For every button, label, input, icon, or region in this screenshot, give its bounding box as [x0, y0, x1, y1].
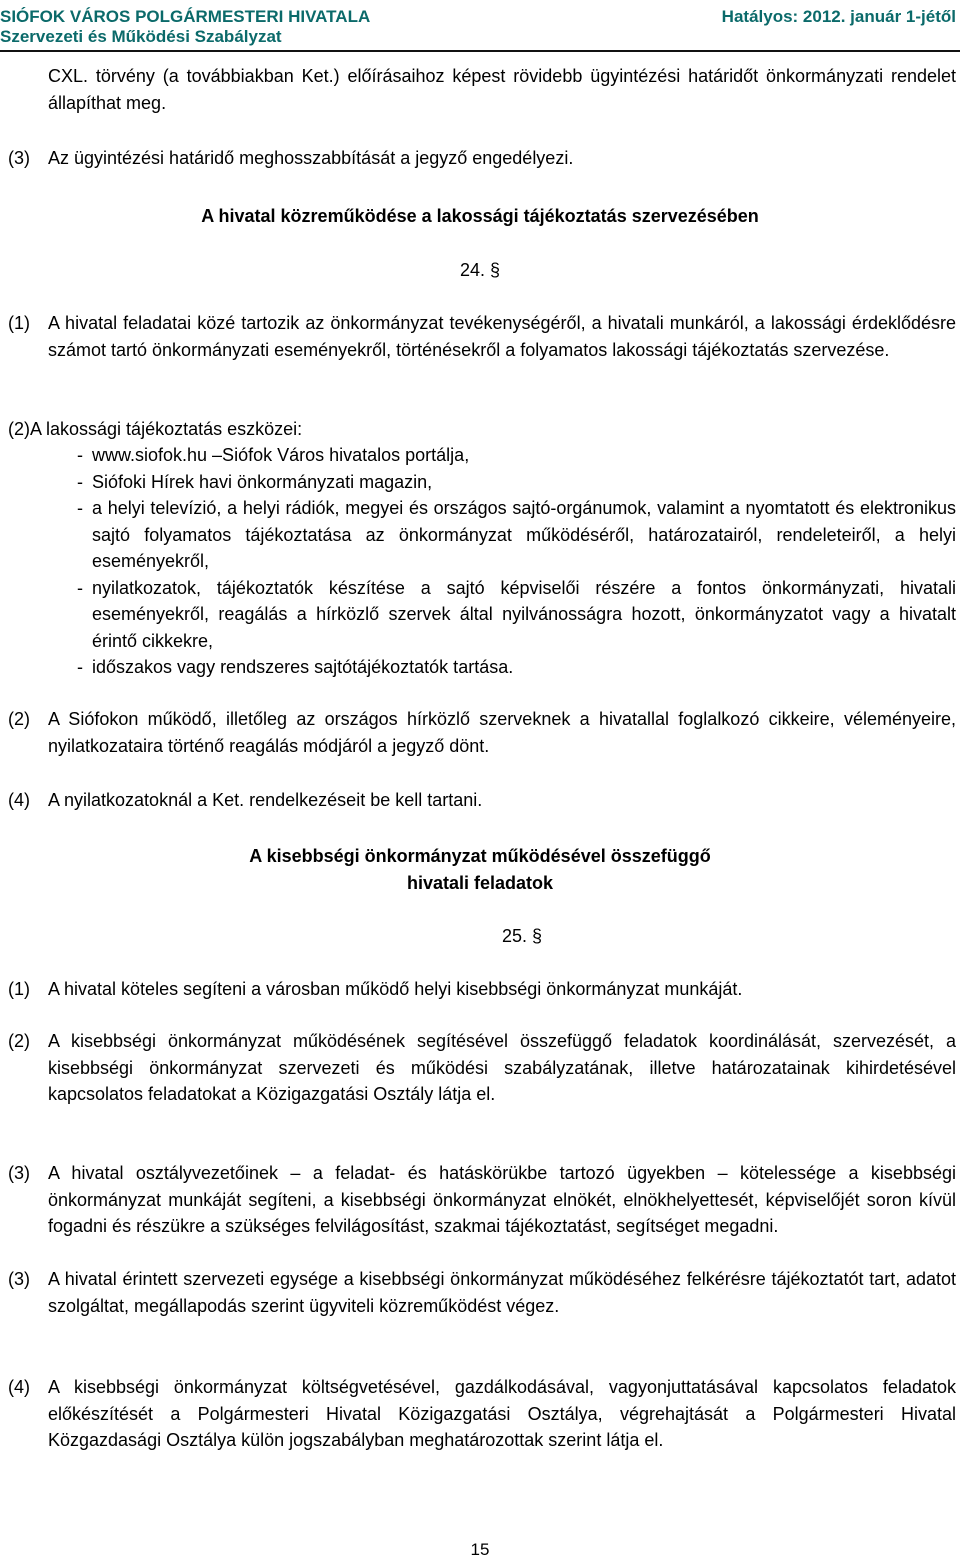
header-effective-date: Hatályos: 2012. január 1-jétől [721, 7, 956, 26]
section-24-paragraph-2-intro: (2)A lakossági tájékoztatás eszközei: [8, 419, 303, 439]
paragraph-text: A hivatal osztályvezetőinek – a feladat- és hatáskörükbe tartozó ügyekben – kötelessége a kisebbségi önkormányzat munkáját segíteni, a kisebbségi önkormányzat elnökét, elnökhelyettesét, képviselőjét soron kívül fogadni és részükre a szükséges felvilágosítást, szakmai tájékoztatást, segítséget megadni. [48, 1163, 956, 1236]
list-item: - nyilatkozatok, tájékoztatók készítése a sajtó képviselői részére a fontos önkormányzati, hivatali eseményekről, reagálás a hírközlő szervek által nyilvánosságra hozott, önkormányzatot vagy a hivatalt érintő cikkekre, [77, 577, 956, 651]
header-org-name: SIÓFOK VÁROS POLGÁRMESTERI HIVATALA [0, 7, 371, 26]
paragraph-text: A kisebbségi önkormányzat költségvetésével, gazdálkodásával, vagyonjuttatásával kapcsolatos feladatok előkészítését a Polgármesteri Hivatal Közigazgatási Osztálya, végrehajtását a Polgármesteri Hivatal Közgazdasági Osztálya külön jogszabályban meghatározottak szerint látja el. [48, 1377, 956, 1450]
paragraph-number: (4) [8, 790, 30, 810]
tools-list [77, 442, 956, 681]
paragraph-number: (1) [8, 313, 30, 333]
list-item: - Siófoki Hírek havi önkormányzati magazin, [77, 471, 433, 492]
section-25-paragraph-4 [8, 1374, 956, 1454]
section-24-number: 24. § [459, 260, 501, 280]
paragraph-number: (1) [8, 979, 30, 999]
list-item: - a helyi televízió, a helyi rádiók, megyei és országos sajtó-orgánumok, valamint a nyomtatott és elektronikus sajtó folyamatos tájékoztatása az önkormányzat működéséről, határozatairól, rendeleteiről, a helyi eseményekről, [77, 498, 956, 571]
paragraph-number: (2) [8, 1031, 30, 1051]
paragraph-number: (2) [8, 709, 30, 729]
section-25-number: 25. § [501, 926, 543, 946]
continued-paragraph: CXL. törvény (a továbbiakban Ket.) előírásaihoz képest rövidebb ügyintézési határidőt önkormányzati rendelet állapíthat meg. [48, 66, 956, 113]
section-25-paragraph-3 [8, 1160, 956, 1240]
paragraph-3 [8, 145, 956, 172]
paragraph-number: (3) [8, 1163, 30, 1183]
paragraph-text: Az ügyintézési határidő meghosszabbítását a jegyző engedélyezi. [48, 148, 574, 168]
paragraph-text: A hivatal érintett szervezeti egysége a kisebbségi önkormányzat működéséhez felkérésre tájékoztatót tart, adatot szolgáltat, megállapodás szerint ügyviteli közreműködést végez. [48, 1269, 956, 1316]
list-item: - www.siofok.hu –Siófok Város hivatalos portálja, [77, 445, 470, 465]
header-doc-name: Szervezeti és Működési Szabályzat [0, 27, 282, 46]
section-24-paragraph-1 [8, 310, 956, 363]
paragraph-text: A kisebbségi önkormányzat működésének segítésével összefüggő feladatok koordinálását, szervezését, a kisebbségi önkormányzat szervezeti és működési szabályzatának, illetve határozatainak kihirdetésével kapcsolatos feladatokat a Közigazgatási Osztály látja el. [48, 1031, 956, 1104]
section-25-paragraph-1 [8, 976, 956, 1003]
paragraph-number: (4) [8, 1377, 30, 1397]
paragraph-text: A hivatal feladatai közé tartozik az önkormányzat tevékenységéről, a hivatali munkáról, a lakossági érdeklődésre számot tartó önkormányzati eseményekről, történésekről a folyamatos lakossági tájékoztatás szervezése. [48, 313, 956, 360]
section-24-heading: A hivatal közreműködése a lakossági tájékoztatás szervezésében [201, 206, 759, 226]
section-25-heading-line-2: hivatali feladatok [406, 872, 554, 893]
section-25-heading [0, 843, 960, 896]
page-number: 15 [470, 1540, 490, 1559]
section-25-heading-line-1: A kisebbségi önkormányzat működésével összefüggő [249, 846, 711, 866]
header-rule [0, 50, 960, 52]
section-25-paragraph-2 [8, 1028, 956, 1108]
section-24-paragraph-2b [8, 706, 956, 759]
paragraph-text: A Siófokon működő, illetőleg az országos hírközlő szerveknek a hivatallal foglalkozó cikkeire, véleményeire, nyilatkozataira történő reagálás módjáról a jegyző dönt. [48, 709, 956, 756]
section-24-paragraph-4 [8, 787, 956, 814]
paragraph-text: A nyilatkozatoknál a Ket. rendelkezéseit be kell tartani. [48, 790, 483, 810]
list-item: - időszakos vagy rendszeres sajtótájékoztatók tartása. [77, 657, 514, 677]
paragraph-number: (3) [8, 1269, 30, 1289]
paragraph-number: (3) [8, 148, 30, 168]
paragraph-text: A hivatal köteles segíteni a városban működő helyi kisebbségi önkormányzat munkáját. [48, 979, 743, 999]
page-header [0, 0, 960, 52]
section-25-paragraph-3b [8, 1266, 956, 1319]
